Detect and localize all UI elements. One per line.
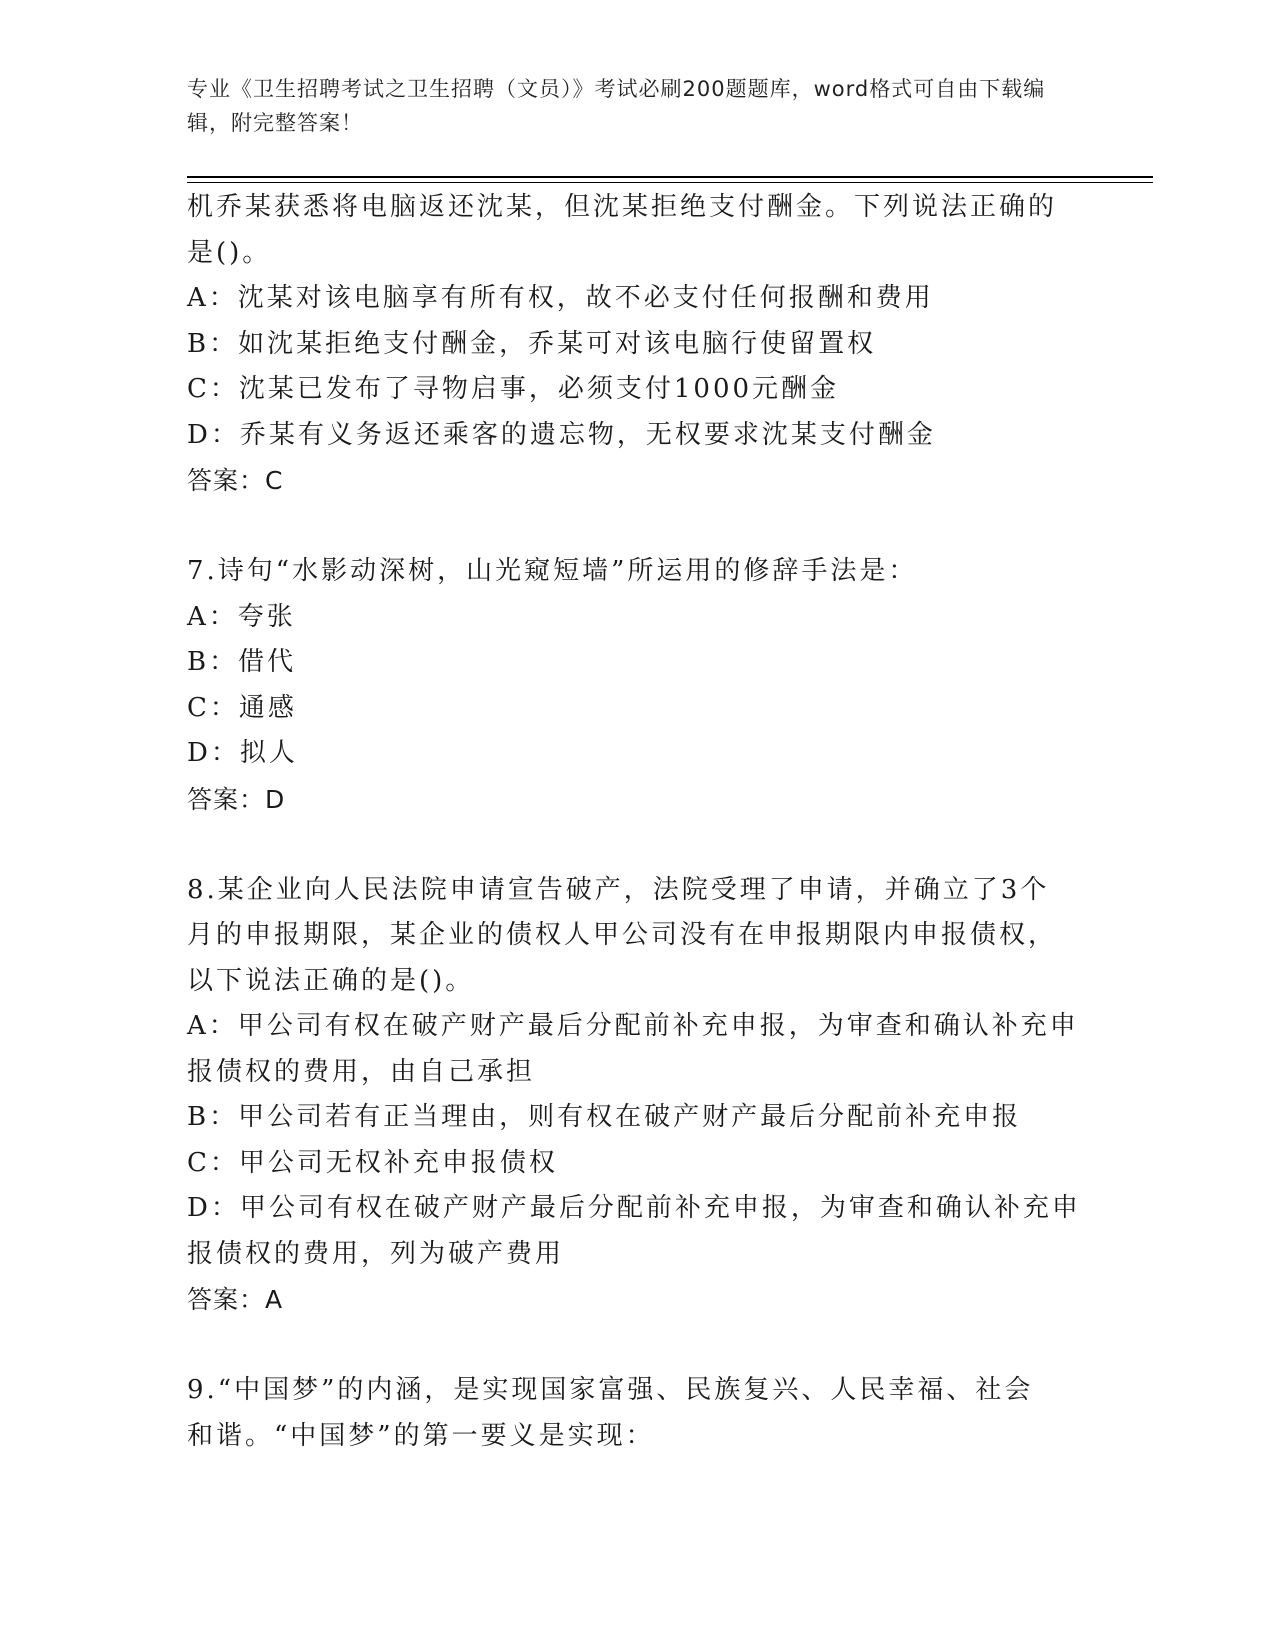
question-9 [187, 1368, 1087, 1459]
option-b: B：借代 [187, 647, 297, 677]
answer-line: 答案：A [187, 1285, 284, 1314]
answer-line: 答案：C [187, 466, 284, 495]
header-divider-thick [187, 176, 1153, 178]
question-stem-line: 以下说法正确的是()。 [187, 965, 475, 996]
question-stem-line: 月的申报期限，某企业的债权人甲公司没有在申报期限内申报债权， [187, 920, 1058, 950]
option-a-continuation: 报债权的费用，由自己承担 [187, 1056, 536, 1087]
option-d: D：乔某有义务返还乘客的遗忘物，无权要求沈某支付酬金 [187, 419, 936, 450]
question-stem-line: 7.诗句“水影动深树，山光窥短墙”所运用的修辞手法是： [187, 556, 918, 586]
document-body [187, 185, 1087, 1459]
option-b: B：如沈某拒绝支付酬金，乔某可对该电脑行使留置权 [187, 328, 877, 359]
answer-line: 答案：D [187, 784, 286, 814]
option-c: C：通感 [187, 692, 297, 723]
option-d: D：甲公司有权在破产财产最后分配前补充申报，为审查和确认补充申 [187, 1193, 1081, 1223]
question-stem-line: 是()。 [187, 237, 272, 268]
spacer [187, 822, 1087, 868]
option-b: B：甲公司若有正当理由，则有权在破产财产最后分配前补充申报 [187, 1102, 1022, 1132]
question-stem-line: 机乔某获悉将电脑返还沈某，但沈某拒绝支付酬金。下列说法正确的 [187, 192, 1058, 222]
spacer [187, 504, 1087, 550]
question-stem-line: 9.“中国梦”的内涵，是实现国家富强、民族复兴、人民幸福、社会 [187, 1375, 1034, 1405]
document-header [187, 72, 1067, 140]
spacer [187, 1323, 1087, 1369]
option-a: A：沈某对该电脑享有所有权，故不必支付任何报酬和费用 [187, 283, 934, 313]
header-divider-thin [187, 182, 1153, 183]
question-stem-line: 8.某企业向人民法院申请宣告破产，法院受理了申请，并确立了3个 [187, 874, 1050, 905]
question-6 [187, 185, 1087, 504]
option-d: D：拟人 [187, 738, 298, 768]
option-a: A：甲公司有权在破产财产最后分配前补充申报，为审查和确认补充申 [187, 1011, 1079, 1041]
option-d-continuation: 报债权的费用，列为破产费用 [187, 1238, 565, 1269]
document-title: 专业《卫生招聘考试之卫生招聘（文员）》考试必刷200题题库，word格式可自由下载编辑，附完整答案！ [187, 77, 1046, 135]
option-c: C：甲公司无权补充申报债权 [187, 1147, 558, 1178]
question-8 [187, 868, 1087, 1323]
question-7 [187, 549, 1087, 822]
question-stem-line: 和谐。“中国梦”的第一要义是实现： [187, 1420, 655, 1451]
option-a: A：夸张 [187, 601, 296, 632]
option-c: C：沈某已发布了寻物启事，必须支付1000元酬金 [187, 374, 840, 404]
